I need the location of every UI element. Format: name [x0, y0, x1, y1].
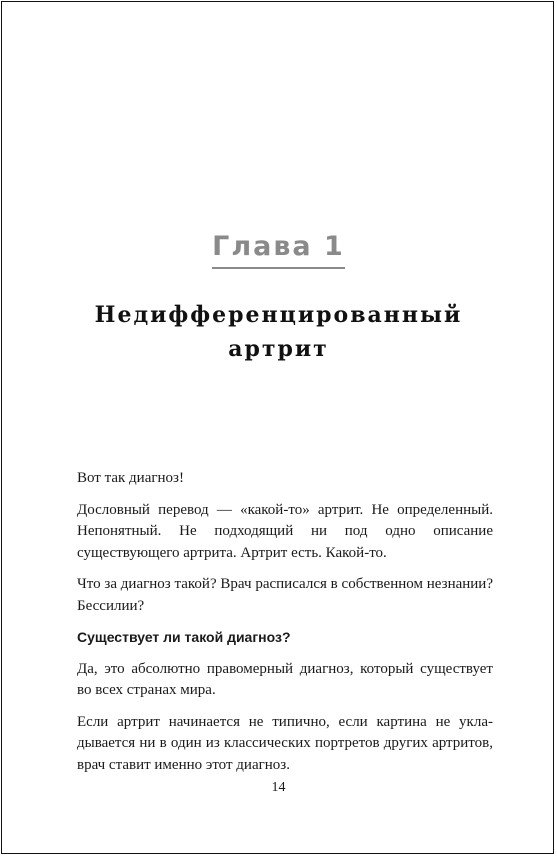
chapter-title-line-1: Недифференцированный [94, 302, 463, 328]
paragraph-explanation: Если артрит начинается не типично, если картина не укладывается ни в один из классических портретов других артритов, врач ставит именно этот диагноз. [77, 713, 493, 773]
paragraph-answer: Да, это абсолютно правомерный диагноз, который существует во всех странах мира. [77, 660, 493, 698]
body-text [77, 468, 493, 786]
chapter-label [0, 228, 557, 269]
chapter-label-text: Глава 1 [212, 228, 345, 269]
chapter-title-line-2: артрит [228, 336, 329, 362]
paragraph-doubt: Что за диагноз такой? Врач расписался в собственном незнании? Бессилии? [77, 576, 493, 614]
paragraph-translation: Дословный перевод — «какой-то» артрит. Не определенный. Непонятный. Не подходящий ни под одно описание существующего артрита. Артрит есть. Какой-то. [77, 501, 493, 561]
page-number: 14 [271, 780, 286, 795]
chapter-title [60, 298, 497, 366]
paragraph-question: Существует ли такой диагноз? [77, 629, 291, 645]
paragraph-intro: Вот так диагноз! [77, 470, 184, 486]
